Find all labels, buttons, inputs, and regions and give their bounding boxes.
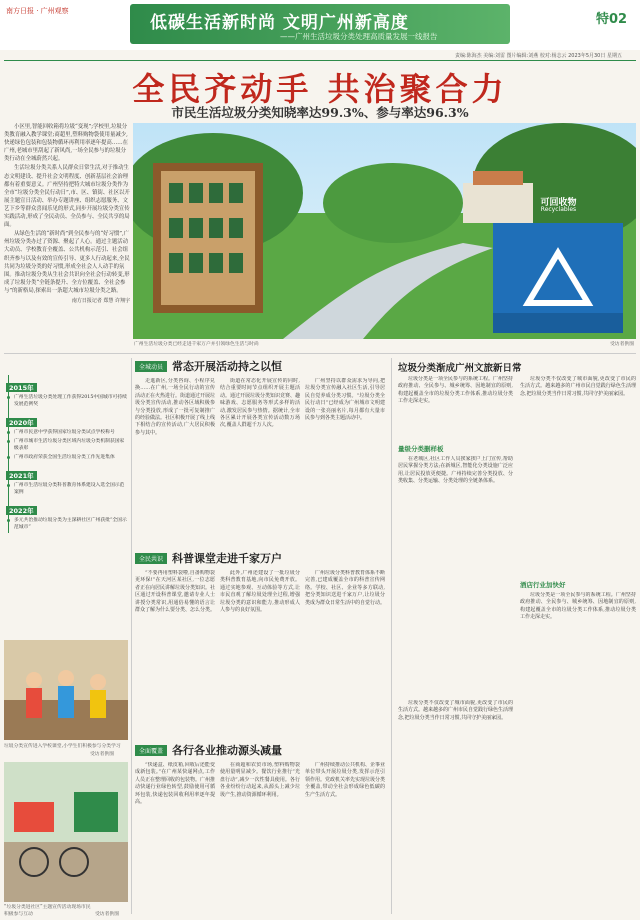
recycle-sign-sub: Recyclables bbox=[540, 206, 577, 213]
article-column: 在商超和农贸市场,塑料购物袋使用量明显减少。餐饮行业推行“光盘行动”,减少一次性餐具使用。各行各业纷纷行动起来,从源头上减少垃圾产生,推动资源循环利用。 bbox=[220, 762, 300, 798]
article-column: 垃圾分类不仅改变了城市面貌,更改变了市民的生活方式。越来越多的广州市民自觉践行绿色生活理念,把垃圾分类当作日常习惯,共同守护美丽家园。 bbox=[520, 376, 636, 397]
article-column: 走進新区,分类咨询、小程序兑换……在广州,一场全民行动的宣传活动正在火热进行。街道通过开展垃圾分类宣传活动,推动各区域积极参与分类投放,形成了一批可复制推广的经验做法。社区积极开展了线上线下相结合的宣传活动,广大居民积极参与其中。 bbox=[135, 378, 215, 436]
timeline-year: 2022年 bbox=[6, 506, 37, 515]
section-tag: 全民共识 bbox=[135, 553, 167, 564]
timeline-year: 2021年 bbox=[6, 471, 37, 480]
recycle-sign-label: 可回收物 bbox=[540, 198, 577, 208]
article-column: 街道在常态化开展宣传的同时,结合重要时间节点组织开展主题活动。通过开展垃圾分类知识竞赛、趣味游戏、志愿服务等形式多样的活动,激发居民参与热情。据统计,全市各区累计开展各类宣传活动数万场次,覆盖人群超千万人次。 bbox=[220, 378, 300, 429]
banner-subtitle: ——广州生活垃圾分类处理高质量发展一线报告 bbox=[280, 32, 438, 41]
newspaper-brand: 南方日报 · 广州观察 bbox=[6, 7, 69, 15]
lead-paragraph: 从绿色生活的“新时尚”到全民参与的“好习惯”,广州垃圾分类办过了资源、聚起了人心。通过主题活动大动员、学校教育全覆盖、公共机构示范引、社会组织齐参与以及有效的宣传引导、更多人行动起来,全民共同为垃圾分类的好习惯,形成全社会人人动手的氛围。推动垃圾分类从生社会共识向全社会行动转变,形成了垃圾分类“全链条提升、全方位覆盖、全社会参与”的新格局,探索出一条超大城市垃圾分类之路。 bbox=[4, 231, 130, 294]
timeline-item: 广州市城市生活垃圾分类区域内垃圾分类机制获国家级表彰 bbox=[14, 438, 128, 452]
event-image bbox=[4, 762, 128, 902]
section-title: 科普课堂走进千家万户 bbox=[172, 552, 283, 565]
page-number: 特02 bbox=[596, 12, 628, 27]
timeline-item: 广州市政府荣获全国生活垃圾分类工作先进集体 bbox=[14, 454, 128, 461]
byline: 南方日报记者 郑慧 许翔宇 bbox=[71, 297, 130, 304]
editor-credits: 责编:陈海杰 美编:刘雷 图片编辑:刘燕 校对:杨志云 2023年5月30日 星期五 bbox=[455, 53, 622, 59]
top-rule bbox=[4, 60, 636, 61]
right-subheading: 酒店行业加快好 bbox=[520, 581, 566, 589]
section-header-3 bbox=[135, 742, 282, 758]
article-column: 此外,广州还建设了一批垃圾分类科普教育基地,向市民免费开放。通过实地参观、互动体验等方式,让市民直观了解垃圾处理全过程,增强垃圾分类的意识和能力,推动形成人人参与的良好氛围。 bbox=[220, 570, 300, 614]
school-photo-credit: 受访者供图 bbox=[90, 752, 114, 757]
article-column: “不要再用塑料袋啦,自备购物袋更环保!”在天河区某社区,一位志愿者正在向居民讲解垃圾分类知识。社区通过开设科普课堂,邀请专业人士讲授分类常识,用通俗易懂的语言让群众了解为什么要分类、怎么分类。 bbox=[135, 570, 215, 614]
right-subheading: 量级分类删样板 bbox=[398, 445, 444, 453]
main-photo-caption bbox=[134, 340, 634, 347]
lead-article bbox=[4, 123, 130, 305]
main-photo bbox=[133, 123, 636, 339]
event-photo-caption: “垃圾分类进社区”主题宣传活动现场市民积极参与互动 bbox=[4, 905, 91, 917]
timeline-year: 2015年 bbox=[6, 383, 37, 392]
timeline bbox=[8, 375, 128, 533]
section-title: 各行各业推动源头减量 bbox=[172, 744, 283, 757]
timeline-item: 广州生活垃圾分类处理工作获得2015中国城市可持续发展范例奖 bbox=[14, 395, 127, 407]
timeline-year: 2020年 bbox=[6, 418, 37, 427]
section-tag: 全面覆盖 bbox=[135, 745, 167, 756]
right-article-title: 垃圾分类渐成广州文旅新日常 bbox=[398, 363, 522, 374]
lead-paragraph: 生活垃圾分类关系人民群众日常生活,对于推动生态文明建设、提升社会文明程度、创新基层社会治理都有着重要意义。广州坚持把特大城市垃圾分类作为全市“垃圾分类全民行动日”,市、区、镇街、社区以开展主题宣日活动、举办专题讲座、组织志愿服务、文艺下乡等群众喜闻乐见的形式,同步开展垃圾分类宣传实践活动,形成了全民动员、全员参与、全民共享的局面。 bbox=[4, 165, 130, 229]
article-column: 垃圾分类不仅改变了城市面貌,更改变了市民的生活方式。越来越多的广州市民自觉践行绿色生活理念,把垃圾分类当作日常习惯,共同守护美丽家园。 bbox=[398, 700, 513, 721]
column-divider bbox=[131, 358, 132, 914]
article-column: 广州垃圾分类科普教育体系不断完善,已建成覆盖全市的科普宣传网络。学校、社区、企业等多方联动,把分类知识送进千家万户,让垃圾分类成为群众日常生活中的自觉行动。 bbox=[305, 570, 385, 606]
section-divider bbox=[4, 353, 636, 354]
event-photo-credit: 受访者供图 bbox=[95, 912, 119, 917]
banner-title: 低碳生活新时尚 文明广州新高度 bbox=[150, 13, 409, 33]
park-scene-image bbox=[133, 123, 636, 339]
section-title: 常态开展活动持之以恒 bbox=[172, 360, 283, 373]
school-photo-caption: 垃圾分类宣传进入学校课堂,小学生们积极参与分类学习 bbox=[4, 744, 121, 749]
masthead bbox=[0, 0, 640, 50]
lead-paragraph: 小区里,智能回收箱将垃圾“变现”;学校里,垃圾分类教育融入教学课堂;商超里,塑料购物袋使用量减少,快递绿色包装和包装物循环再利用率逐年提高……在广州,老城市里刮起了新风尚,一场全民参与的垃圾分类行动在全城蔚然兴起。 bbox=[4, 124, 128, 163]
column-divider bbox=[391, 358, 392, 914]
timeline-item: 广州市民意中学获得国家垃圾分类试点学校称号 bbox=[14, 429, 128, 436]
article-column: 垃圾分类是一项全民参与的系统工程。广州坚持政府推动、全民参与、城乡统筹、因地制宜的原则,构建起覆盖全市的垃圾分类工作体系,推动垃圾分类工作走深走实。 bbox=[520, 592, 636, 621]
timeline-item: 广州市生活垃圾分类科普教育体系建设入选全国示范案例 bbox=[14, 482, 128, 496]
section-header-2 bbox=[135, 550, 282, 566]
event-photo bbox=[4, 762, 128, 902]
children-image bbox=[4, 640, 128, 740]
article-column: 在老城区,社区工作人员挨家挨户上门宣传,帮助居民掌握分类方法;在新城区,智能化分类设施广泛应用,让居民投放更便捷。广州持续完善分类投放、分类收集、分类运输、分类处理的全链条体系。 bbox=[398, 456, 513, 485]
section-tag: 全城动员 bbox=[135, 361, 167, 372]
article-column: 广州坚持以群众需求为导向,把垃圾分类宣传融入社区生活,引导居民自觉养成分类习惯。“垃圾分类全民行动日”已经成为广州城市文明建设的一张亮丽名片,每月都有大量市民参与到各类主题活动中。 bbox=[305, 378, 385, 422]
school-photo bbox=[4, 640, 128, 740]
caption-credit: 受访者供图 bbox=[610, 342, 634, 347]
caption-text: 广州生活垃圾分类已经走进千家万户并引领绿色生活与时尚 bbox=[134, 342, 259, 347]
article-column: 广州持续推动公共机构、企事业单位带头开展垃圾分类,发挥示范引领作用。党政机关率先实现垃圾分类全覆盖,带动全社会形成绿色低碳的生产生活方式。 bbox=[305, 762, 385, 798]
timeline-item: 多元共治推动垃圾分类为主深耕社区广州获批“全国示范城市” bbox=[14, 518, 127, 530]
article-column: 垃圾分类是一项全民参与的系统工程。广州坚持政府推动、全民参与、城乡统筹、因地制宜的原则,构建起覆盖全市的垃圾分类工作体系,推动垃圾分类工作走深走实。 bbox=[398, 376, 513, 405]
page-subheadline: 市民生活垃圾分类知晓率达99.3%、参与率达96.3% bbox=[171, 105, 469, 120]
article-column: “快递盒、纸皮箱,回收后还能变成新包装。”在广州某快递网点,工作人员正在整理回收的包装物。广州推动快递行业绿色转型,鼓励使用可循环包装,快递包装回收利用率逐年提高。 bbox=[135, 762, 215, 806]
page-headline: 全民齐动手 共治聚合力 bbox=[132, 70, 508, 108]
section-header-1 bbox=[135, 358, 282, 374]
